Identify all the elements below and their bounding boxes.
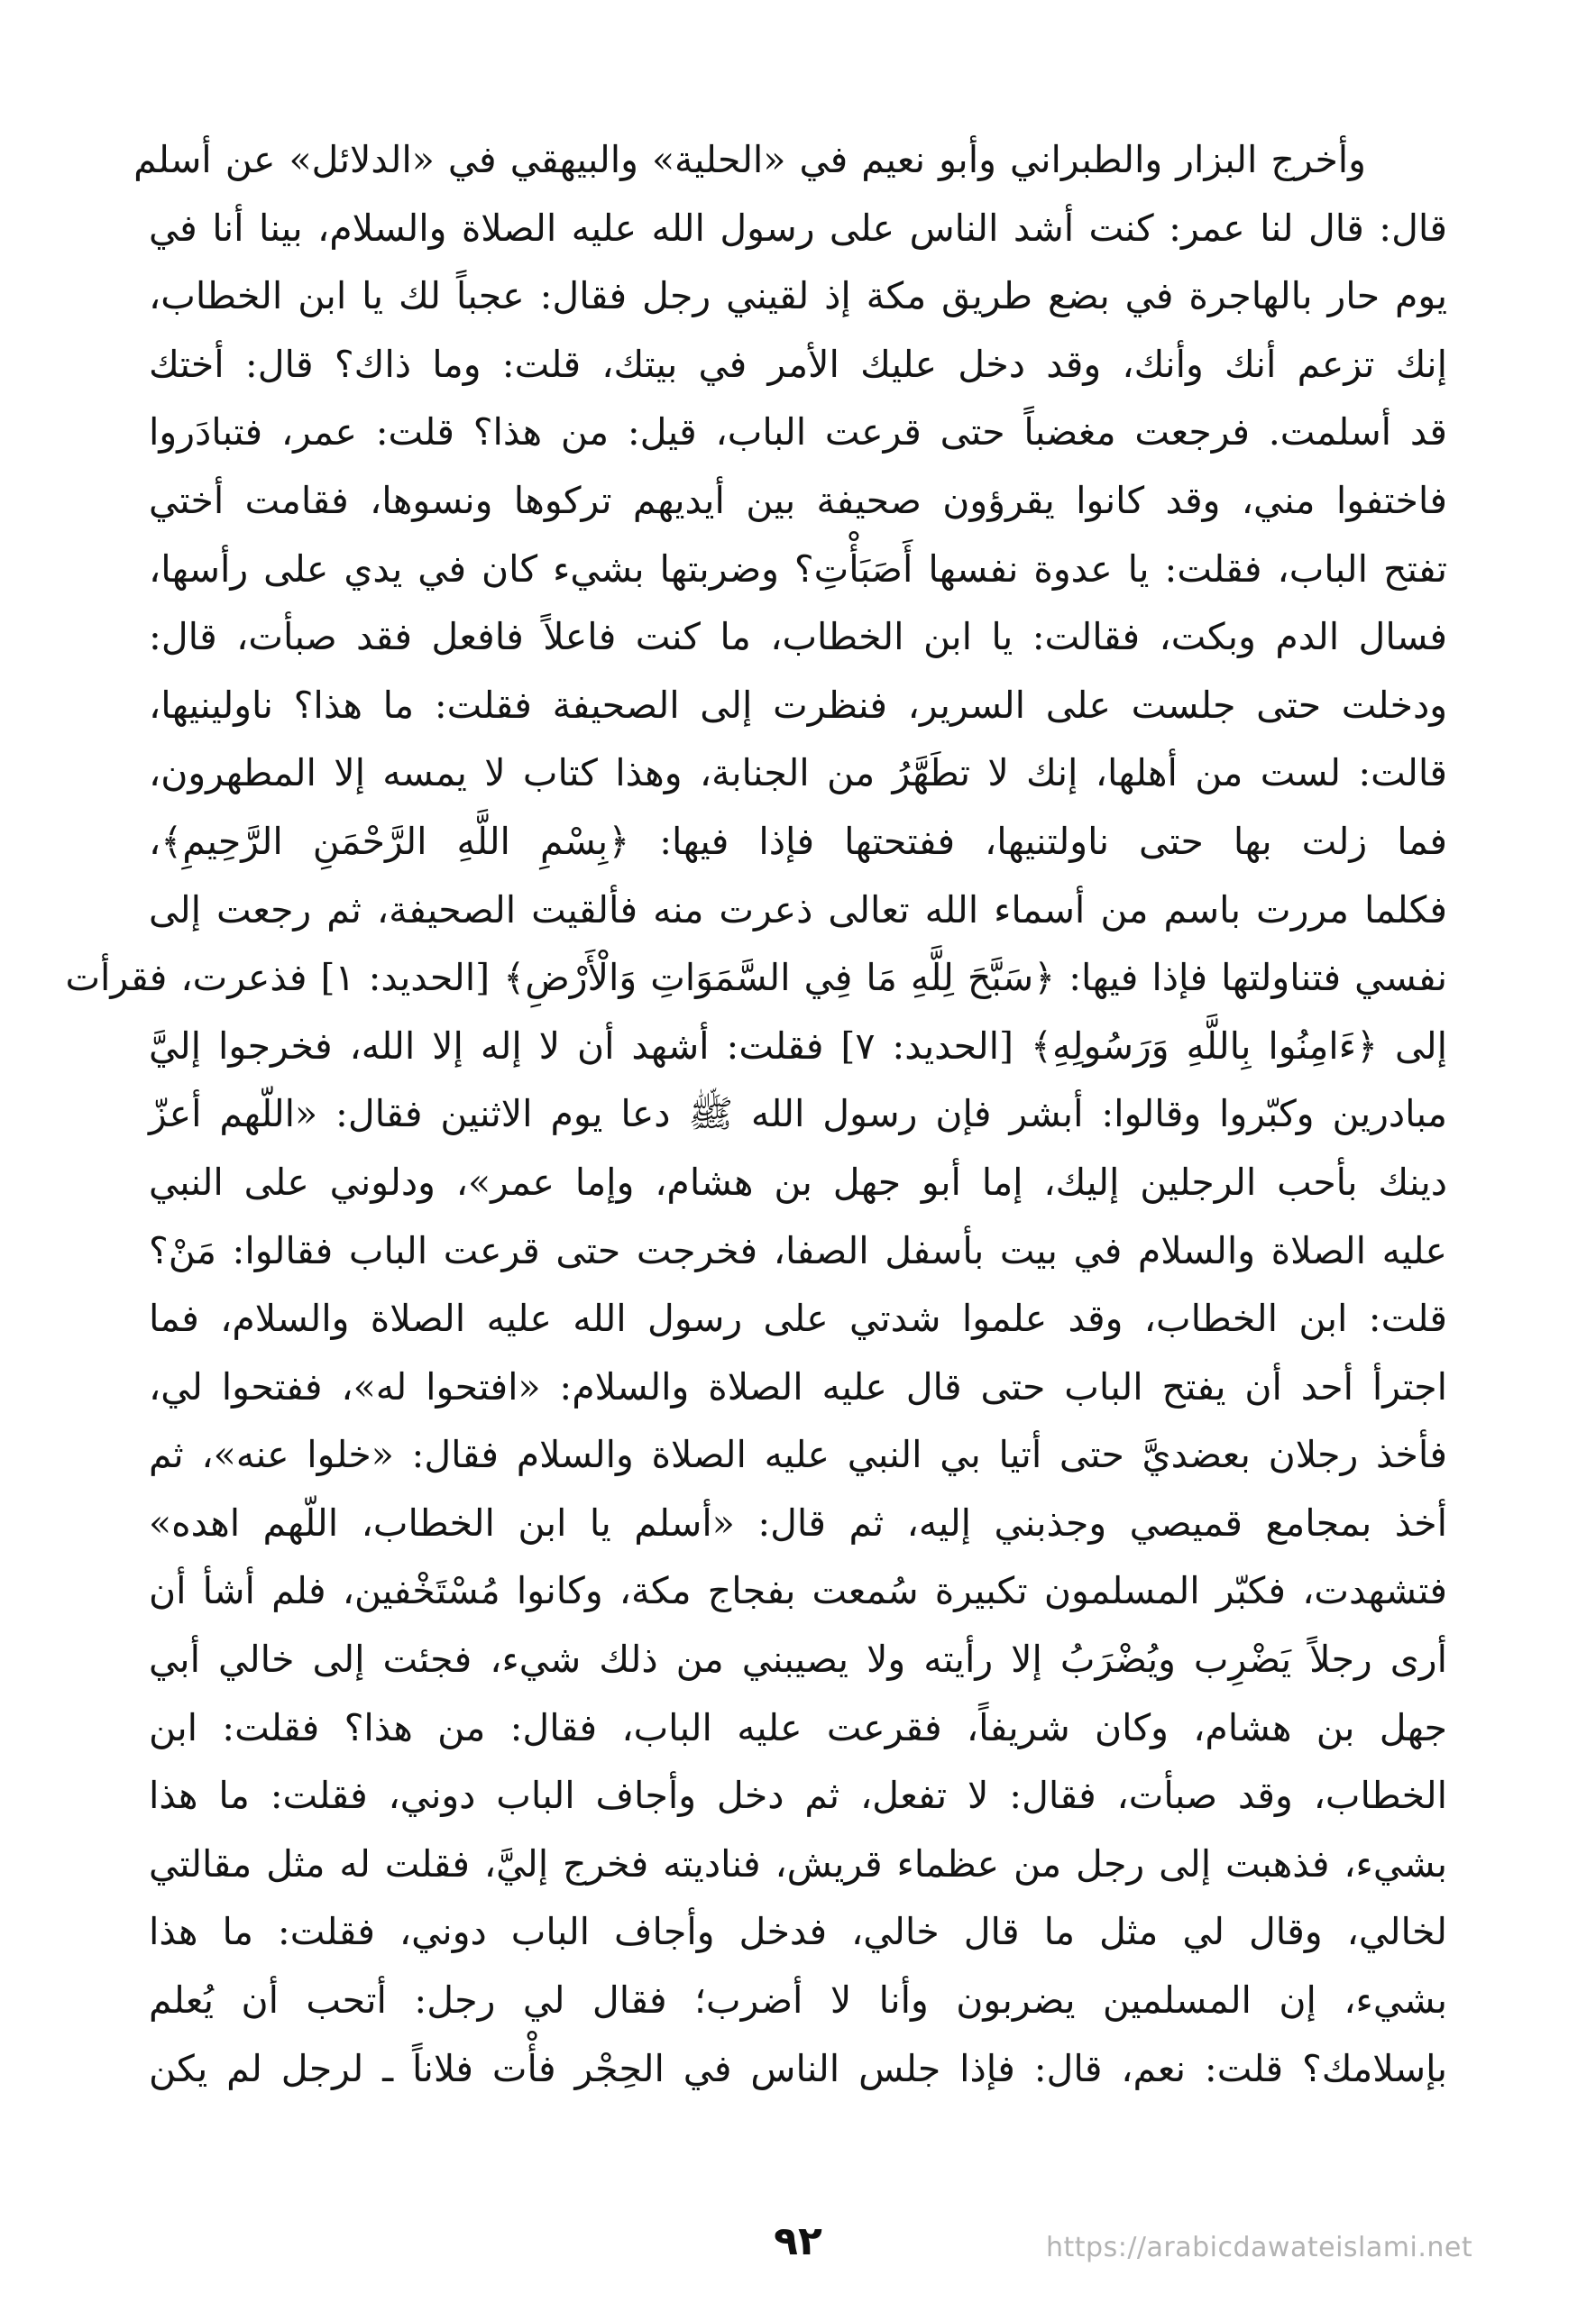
text-line: يوم حار بالهاجرة في بضع طريق مكة إذ لقيني رجل فقال: عجباً لك يا ابن الخطاب، [149,274,1448,318]
text-line: فما زلت بها حتى ناولتنيها، ففتحتها فإذا فيها: ﴿بِسْمِ اللَّهِ الرَّحْمَنِ الرَّحِيمِ﴾، [149,819,1447,863]
text-line: دينك بأحب الرجلين إليك، إما أبو جهل بن هشام، وإما عمر»، ودلوني على النبي [149,1160,1447,1204]
body-text [65,126,1448,2103]
text-line: أرى رجلاً يَضْرِب ويُضْرَبُ إلا رأيته ولا يصيبني من ذلك شيء، فجئت إلى خالي أبي [149,1638,1447,1682]
text-line: فأخذ رجلان بعضديَّ حتى أتيا بي النبي عليه الصلاة والسلام فقال: «خلوا عنه»، ثم [149,1433,1447,1477]
text-line: قد أسلمت. فرجعت مغضباً حتى قرعت الباب، قيل: من هذا؟ قلت: عمر، فتبادَروا [149,410,1447,454]
text-line: قالت: لست من أهلها، إنك لا تطَهَّرُ من الجنابة، وهذا كتاب لا يمسه إلا المطهرون، [149,751,1447,795]
text-line: الخطاب، وقد صبأت، فقال: لا تفعل، ثم دخل وأجاف الباب دوني، فقلت: ما هذا [149,1774,1447,1818]
page-number: ٩٢ [774,2218,822,2264]
text-line: بشيء، إن المسلمين يضربون وأنا لا أضرب؛ فقال لي رجل: أتحب أن يُعلم [149,1978,1447,2023]
text-line: قلت: ابن الخطاب، وقد علموا شدتي على رسول الله عليه الصلاة والسلام، فما [149,1297,1447,1341]
text-line: إلى ﴿ءَامِنُوا بِاللَّهِ وَرَسُولِهِ﴾ [الحديد: ٧] فقلت: أشهد أن لا إله إلا الله، فخرجوا إليَّ [149,1023,1447,1068]
text-line: جهل بن هشام، وكان شريفاً، فقرعت عليه الباب، فقال: من هذا؟ فقلت: ابن [149,1705,1447,1749]
text-line: تفتح الباب، فقلت: يا عدوة نفسها أَصَبَأْتِ؟ وضربتها بشيء كان في يدي على رأسها، [149,546,1447,591]
text-line: مبادرين وكبّروا وقالوا: أبشر فإن رسول الله ﷺ دعا يوم الاثنين فقال: «اللّهم أعزّ [149,1092,1447,1136]
text-line: أخذ بمجامع قميصي وجذبني إليه، ثم قال: «أسلم يا ابن الخطاب، اللّهم اهده» [149,1501,1447,1545]
source-watermark: https://arabicdawateislami.net [1046,2232,1473,2263]
text-line: وأخرج البزار والطبراني وأبو نعيم في «الحلية» والبيهقي في «الدلائل» عن أسلم [133,138,1366,181]
text-line: فكلما مررت باسم من أسماء الله تعالى ذعرت منه فألقيت الصحيفة، ثم رجعت إلى [149,887,1447,932]
text-line: قال: قال لنا عمر: كنت أشد الناس على رسول الله عليه الصلاة والسلام، بينا أنا في [149,206,1447,250]
text-line: فاختفوا مني، وقد كانوا يقرؤون صحيفة بين أيديهم تركوها ونسوها، فقامت أختي [149,478,1447,522]
text-line: فتشهدت، فكبّر المسلمون تكبيرة سُمعت بفجاج مكة، وكانوا مُسْتَخْفين، فلم أشأ أن [149,1569,1447,1613]
text-line: فسال الدم وبكت، فقالت: يا ابن الخطاب، ما كنت فاعلاً فافعل فقد صبأت، قال: [149,615,1447,659]
text-line: ودخلت حتى جلست على السرير، فنظرت إلى الصحيفة فقلت: ما هذا؟ ناولينيها، [149,683,1447,727]
text-line: بإسلامك؟ قلت: نعم، قال: فإذا جلس الناس في الحِجْر فأْت فلاناً ـ لرجل لم يكن [149,2046,1447,2090]
text-line: نفسي فتناولتها فإذا فيها: ﴿سَبَّحَ لِلَّهِ مَا فِي السَّمَوَاتِ وَالْأَرْضِ﴾ [الحديد: ١] فذعرت، فقرأت [65,956,1447,1000]
text-line: اجترأ أحد أن يفتح الباب حتى قال عليه الصلاة والسلام: «افتحوا له»، ففتحوا لي، [149,1364,1447,1409]
text-line: إنك تزعم أنك وأنك، وقد دخل عليك الأمر في بيتك، قلت: وما ذاك؟ قال: أختك [149,342,1447,386]
text-line: عليه الصلاة والسلام في بيت بأسفل الصفا، فخرجت حتى قرعت الباب فقالوا: مَنْ؟ [149,1228,1447,1272]
text-line: لخالي، وقال لي مثل ما قال خالي، فدخل وأجاف الباب دوني، فقلت: ما هذا [149,1910,1447,1954]
text-line: بشيء، فذهبت إلى رجل من عظماء قريش، فناديته فخرج إليَّ، فقلت له مثل مقالتي [149,1841,1447,1886]
